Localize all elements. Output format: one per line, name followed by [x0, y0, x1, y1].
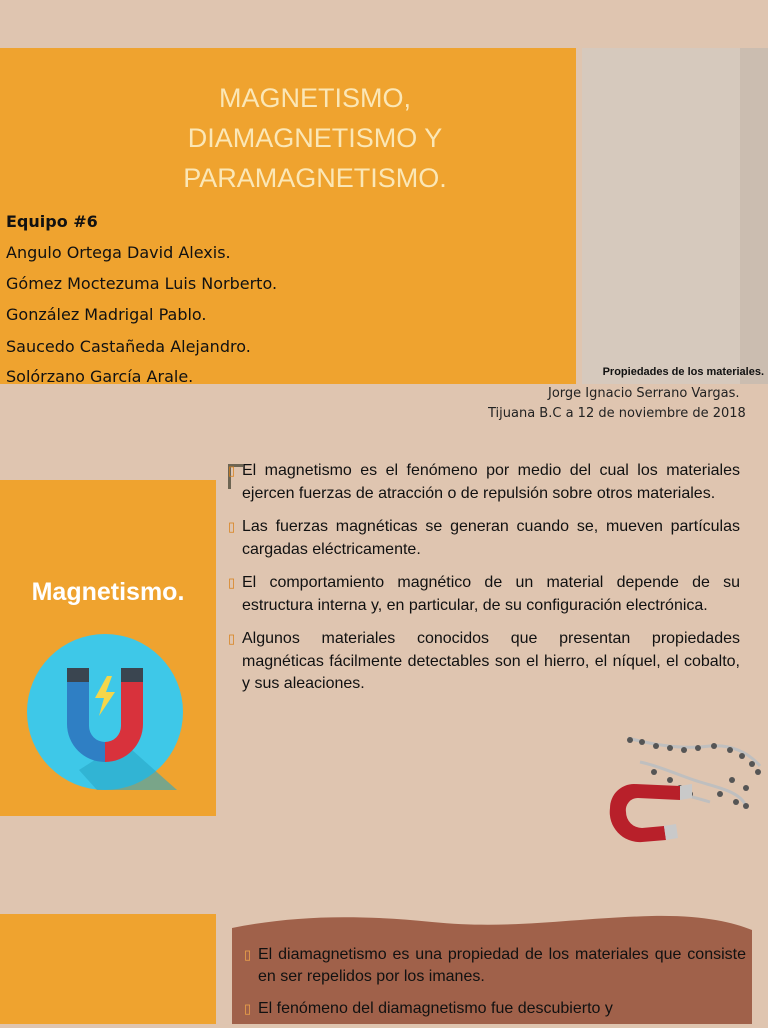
title-slide-side-panel	[582, 48, 768, 384]
team-member: Angulo Ortega David Alexis.	[6, 243, 231, 262]
horseshoe-magnet-chain-image	[570, 736, 768, 856]
bullet-icon: ▯	[228, 575, 236, 590]
bullet-text: Las fuerzas magnéticas se generan cuando se, mueven partículas cargadas eléctricamente.	[242, 518, 740, 558]
teacher-name: Jorge Ignacio Serrano Vargas.	[548, 386, 740, 401]
place-date: Tijuana B.C a 12 de noviembre de 2018	[488, 406, 746, 421]
bullet-text: El fenómeno del diamagnetismo fue descubierto y	[258, 1000, 613, 1017]
bullet-item	[244, 944, 746, 988]
diamagnetism-text	[244, 944, 746, 1024]
bullet-icon: ▯	[228, 519, 236, 534]
team-member: Gómez Moctezuma Luis Norberto.	[6, 274, 278, 293]
bullet-item	[228, 572, 740, 617]
course-name: Propiedades de los materiales.	[602, 366, 764, 378]
bullet-item	[228, 628, 740, 696]
bullet-text: Algunos materiales conocidos que presentan propiedades magnéticas fácilmente detectables son el hierro, el níquel, el cobalto, y sus aleaciones.	[242, 630, 740, 692]
magnetism-text	[228, 458, 740, 744]
title-line: MAGNETISMO,	[218, 83, 411, 113]
team-heading: Equipo #6	[6, 212, 98, 231]
bullet-text: El diamagnetismo es una propiedad de los materiales que consiste en ser repelidos por los imanes.	[258, 946, 746, 985]
bullet-text: El comportamiento magnético de un material depende de su estructura interna y, en particular, de su configuración electrónica.	[242, 574, 740, 614]
slide-title: Magnetismo.	[31, 578, 185, 606]
bullet-item	[244, 998, 746, 1020]
title-line: DIAMAGNETISMO Y	[187, 123, 443, 153]
side-panel-strip	[740, 48, 768, 384]
magnet-icon	[27, 634, 183, 790]
presentation-title	[150, 78, 480, 198]
bullet-icon: ▯	[244, 947, 252, 962]
title-line: PARAMAGNETISMO.	[183, 163, 447, 193]
bullet-text: El magnetismo es el fenómeno por medio del cual los materiales ejercen fuerzas de atracción o de repulsión sobre otros materiales.	[242, 462, 740, 502]
team-member: Solórzano García Arale.	[6, 367, 194, 386]
lightning-icon	[95, 676, 115, 716]
bullet-icon: ▯	[228, 463, 236, 478]
diamagnetism-slide-panel	[0, 914, 216, 1024]
bullet-item	[228, 516, 740, 561]
bullet-icon: ▯	[244, 1001, 252, 1016]
team-member: Saucedo Castañeda Alejandro.	[6, 337, 251, 356]
bullet-item	[228, 460, 740, 505]
bullet-icon: ▯	[228, 631, 236, 646]
team-member: González Madrigal Pablo.	[6, 305, 207, 324]
